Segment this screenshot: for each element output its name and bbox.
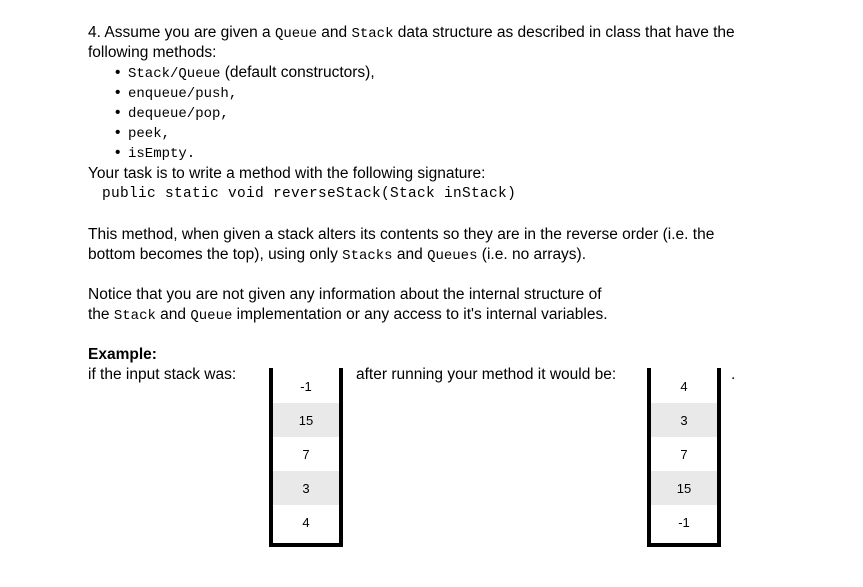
bullet-icon: • (115, 124, 121, 141)
stack-cell: 3 (273, 471, 339, 505)
task-text: Your task is to write a method with the following signature: (88, 165, 486, 182)
bullet-icon: • (115, 104, 121, 121)
stack-cell: -1 (300, 378, 312, 394)
description-text: (i.e. no arrays). (477, 246, 587, 263)
notice-line-1: Notice that you are not given any information about the internal structure of (88, 286, 602, 303)
description-text: bottom becomes the top), using only (88, 246, 343, 263)
input-stack-label: if the input stack was: (88, 366, 237, 383)
method-signature: public static void reverseStack(Stack inStack) (102, 186, 517, 202)
output-stack (647, 368, 721, 547)
problem-text: and (316, 24, 352, 41)
bullet-icon: • (115, 144, 121, 161)
queue-code: Queue (274, 26, 317, 42)
queue-code: Queue (190, 308, 233, 324)
example-heading: Example: (88, 346, 157, 363)
stack-cell: 15 (651, 471, 717, 505)
stack-cell: 7 (302, 446, 310, 462)
stack-code: Stack (113, 308, 156, 324)
notice-text: implementation or any access to it's internal variables. (232, 306, 608, 323)
notice-text: the (88, 306, 114, 323)
stack-cell: 15 (273, 403, 339, 437)
description-text: and (392, 246, 428, 263)
method-code: peek, (128, 126, 171, 142)
output-stack-label: after running your method it would be: (356, 366, 617, 383)
notice-text: and (155, 306, 191, 323)
method-item (115, 144, 195, 162)
description-line-1: This method, when given a stack alters its contents so they are in the reverse order (i.e. the (88, 226, 715, 243)
stacks-code: Stacks (342, 248, 393, 264)
method-item (115, 104, 229, 122)
stack-cell: -1 (678, 514, 690, 530)
method-code: isEmpty. (128, 146, 196, 162)
bullet-icon: • (115, 84, 121, 101)
stack-cell: 7 (680, 446, 688, 462)
problem-line-2: following methods: (88, 44, 217, 61)
stack-cell: 4 (302, 514, 310, 530)
method-item (115, 64, 375, 82)
bullet-icon: • (115, 64, 121, 81)
method-item (115, 84, 237, 102)
notice-line-2 (88, 306, 608, 324)
method-code: dequeue/pop, (128, 106, 229, 122)
input-stack (269, 368, 343, 547)
problem-text: data structure as described in class that have the (393, 24, 735, 41)
description-line-2 (88, 246, 586, 264)
trailing-period: . (731, 366, 736, 383)
method-text: (default constructors), (220, 64, 375, 81)
method-item (115, 124, 170, 142)
stack-cell: 4 (680, 378, 688, 394)
method-code: enqueue/push, (128, 86, 238, 102)
stack-cell: 3 (651, 403, 717, 437)
stack-code: Stack (351, 26, 394, 42)
problem-line-1 (88, 24, 735, 42)
method-code: Stack/Queue (128, 66, 221, 82)
queues-code: Queues (427, 248, 478, 264)
problem-text: 4. Assume you are given a (88, 24, 275, 41)
